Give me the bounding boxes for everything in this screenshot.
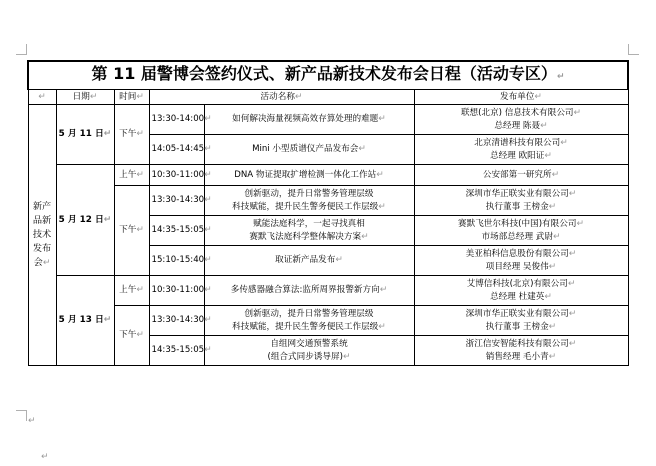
page-corner-mark	[628, 44, 639, 55]
title-row	[28, 61, 628, 90]
org-text: 深圳市华正联实业有限公司	[465, 309, 569, 319]
paragraph-mark: ↵	[573, 108, 582, 118]
paragraph-mark: ↵	[568, 339, 577, 349]
time-cell	[149, 246, 212, 276]
activity-line	[207, 218, 412, 231]
date-cell	[56, 276, 114, 366]
org-cell	[414, 135, 628, 165]
period-cell	[114, 276, 149, 306]
schedule-table	[27, 60, 629, 366]
table-row	[28, 276, 628, 306]
activity-text: 科技赋能，提升民生警务便民工作层级	[232, 321, 379, 332]
time-text: 13:30-14:30	[151, 315, 205, 325]
activity-line	[207, 231, 412, 244]
date-cell	[56, 105, 114, 165]
org-text: 北京清谱科技有限公司	[474, 138, 561, 148]
activity-text: 创新驱动，提升日常警务管理层级	[244, 309, 374, 319]
org-line	[417, 201, 626, 214]
date-text: 5 月 11 日	[58, 129, 104, 139]
paragraph-mark: ↵	[103, 214, 112, 225]
org-text: 联想(北京) 信息技术有限公司	[460, 108, 574, 118]
activity-cell	[204, 336, 414, 366]
activity-cell	[204, 216, 414, 246]
time-cell	[149, 306, 212, 336]
header-cell-org: 发布单位↵	[414, 90, 628, 105]
paragraph-mark: ↵	[28, 416, 36, 426]
paragraph-mark: ↵	[548, 201, 557, 212]
paragraph-mark: ↵	[378, 114, 386, 125]
paragraph-mark: ↵	[378, 201, 386, 212]
table-row	[28, 105, 628, 135]
time-text: 10:30-11:00	[151, 285, 205, 295]
period-cell	[114, 165, 149, 186]
activity-line	[207, 321, 412, 334]
org-line	[417, 218, 626, 231]
paragraph-mark: ↵	[204, 315, 212, 325]
paragraph-mark: ↵	[204, 255, 212, 265]
activity-text: DNA 物证提取扩增检测一体化工作站	[234, 169, 377, 180]
paragraph-mark: ↵	[361, 231, 369, 242]
paragraph-mark: ↵	[335, 255, 343, 266]
activity-text: 科技赋能，提升民生警务便民工作层级	[232, 201, 379, 212]
org-text: 艾博信科技(北京)有限公司	[466, 279, 568, 289]
paragraph-mark: ↵	[548, 261, 557, 272]
period-cell	[114, 186, 149, 276]
activity-line	[207, 143, 412, 156]
time-cell	[149, 336, 212, 366]
time-text: 15:10-15:40	[151, 255, 205, 265]
activity-line	[207, 113, 412, 126]
paragraph-mark: ↵	[552, 231, 561, 242]
activity-line	[207, 338, 412, 351]
time-cell	[149, 216, 212, 246]
paragraph-mark: ↵	[548, 351, 557, 362]
paragraph-mark: ↵	[556, 72, 565, 82]
activity-text: 创新驱动，提升日常警务管理层级	[244, 189, 374, 199]
paragraph-mark: ↵	[204, 285, 212, 295]
org-text: 深圳市华正联实业有限公司	[465, 189, 569, 199]
header-row	[28, 90, 628, 105]
org-line	[417, 150, 626, 163]
paragraph-mark: ↵	[568, 189, 577, 199]
activity-text: 自组网交通预警系统	[270, 339, 348, 349]
org-text: 总经理 欧阳证	[490, 150, 545, 161]
paragraph-mark: ↵	[38, 91, 46, 102]
paragraph-mark: ↵	[378, 321, 386, 332]
activity-cell	[204, 135, 414, 165]
org-line	[417, 261, 626, 274]
activity-cell	[204, 105, 414, 135]
paragraph-mark: ↵	[42, 258, 51, 268]
org-line	[417, 248, 626, 261]
period-text: 下午	[119, 225, 137, 235]
org-text: 总经理 杜建英	[490, 291, 545, 302]
date-text: 5 月 12 日	[58, 214, 104, 225]
activity-cell	[204, 246, 414, 276]
paragraph-mark: ↵	[379, 285, 388, 296]
activity-cell	[204, 276, 414, 306]
activity-line	[207, 351, 412, 364]
table-title	[28, 61, 628, 90]
paragraph-mark: ↵	[136, 225, 144, 235]
table-row	[28, 165, 628, 186]
org-line	[417, 170, 626, 181]
org-text: 赛默飞世尔科技(中国)有限公司	[458, 219, 577, 229]
paragraph-mark: ↵	[342, 351, 351, 362]
activity-line	[207, 284, 412, 297]
org-text: 美亚柏科信息股份有限公司	[465, 249, 569, 259]
activity-cell	[204, 165, 414, 186]
paragraph-mark: ↵	[567, 279, 576, 289]
activity-text: 取证新产品发布	[275, 255, 336, 266]
org-cell	[414, 165, 628, 186]
org-text: 销售经理 毛小青	[485, 351, 549, 362]
org-line	[417, 351, 626, 364]
time-cell	[149, 186, 212, 216]
activity-line	[207, 254, 412, 267]
time-text: 10:30-11:00	[151, 169, 205, 180]
table-title-text: 第 11 届警博会签约仪式、新产品新技术发布会日程（活动专区）	[91, 64, 557, 83]
activity-text: Mini 小型质谱仪产品发布会	[252, 144, 359, 155]
time-cell	[149, 105, 212, 135]
org-text: 总经理 陈聂	[494, 120, 541, 131]
table-row	[28, 306, 628, 336]
time-cell	[149, 165, 212, 186]
org-line	[417, 137, 626, 150]
org-cell	[414, 186, 628, 216]
org-line	[417, 107, 626, 120]
activity-text: 多传感器融合算法:监所周界报警新方向	[230, 285, 380, 296]
paragraph-mark: ↵	[204, 345, 212, 355]
time-text: 13:30-14:00	[151, 114, 205, 124]
table-row	[28, 186, 628, 216]
paragraph-mark: ↵	[204, 114, 212, 124]
paragraph-mark: ↵	[41, 452, 49, 462]
header-cell-blank	[28, 90, 56, 105]
category-text: 新产品新技术发布会	[32, 201, 52, 268]
org-cell	[414, 306, 628, 336]
org-cell	[414, 336, 628, 366]
org-text: 浙江信安智能科技有限公司	[465, 339, 569, 349]
org-cell	[414, 246, 628, 276]
category-cell	[28, 105, 56, 366]
org-text: 公安部第一研究所	[482, 169, 552, 180]
paragraph-mark: ↵	[136, 129, 144, 139]
paragraph-mark: ↵	[136, 169, 144, 180]
paragraph-mark: ↵	[560, 138, 568, 148]
activity-cell	[204, 306, 414, 336]
time-cell	[149, 135, 212, 165]
activity-cell	[204, 186, 414, 216]
paragraph-mark: ↵	[376, 169, 384, 180]
activity-line	[207, 188, 412, 201]
paragraph-mark: ↵	[576, 219, 584, 229]
paragraph-mark: ↵	[204, 144, 212, 154]
date-text: 5 月 13 日	[58, 315, 104, 325]
org-line	[417, 120, 626, 133]
paragraph-mark: ↵	[358, 144, 366, 155]
paragraph-mark: ↵	[136, 285, 144, 295]
paragraph-mark: ↵	[103, 129, 112, 139]
org-cell	[414, 216, 628, 246]
paragraph-mark: ↵	[204, 195, 212, 205]
page-corner-mark	[16, 410, 27, 421]
paragraph-mark: ↵	[204, 169, 212, 180]
activity-line	[207, 308, 412, 321]
paragraph-mark: ↵	[544, 150, 552, 161]
time-cell	[149, 276, 212, 306]
org-text: 市场部总经理 武尉	[481, 231, 553, 242]
org-line	[417, 188, 626, 201]
header-cell-activity: 活动名称↵	[149, 90, 414, 105]
org-text: 执行董事 王榜金	[485, 201, 549, 212]
org-cell	[414, 276, 628, 306]
period-text: 下午	[119, 330, 137, 340]
activity-line	[207, 201, 412, 214]
activity-text: 如何解决海量视频高效存算处理的难题	[232, 114, 379, 125]
activity-text: 赛默飞法庭科学整体解决方案	[249, 231, 362, 242]
time-text: 14:35-15:05	[151, 345, 205, 355]
org-cell	[414, 105, 628, 135]
paragraph-mark: ↵	[136, 330, 144, 340]
period-text: 上午	[119, 169, 137, 180]
activity-text: (组合式同步诱导屏)	[267, 351, 343, 362]
org-line	[417, 291, 626, 304]
org-line	[417, 231, 626, 244]
activity-line	[207, 170, 412, 181]
paragraph-mark: ↵	[568, 309, 577, 319]
paragraph-mark: ↵	[551, 169, 560, 180]
time-text: 13:30-14:30	[151, 195, 205, 205]
time-text: 14:05-14:45	[151, 144, 205, 154]
paragraph-mark: ↵	[544, 291, 552, 302]
org-text: 项目经理 吴俊伟	[485, 261, 549, 272]
org-line	[417, 308, 626, 321]
period-text: 上午	[119, 285, 137, 295]
date-cell	[56, 165, 114, 276]
org-line	[417, 338, 626, 351]
paragraph-mark: ↵	[204, 225, 212, 235]
period-cell	[114, 105, 149, 165]
period-text: 下午	[119, 129, 137, 139]
header-cell-time: 时间↵	[114, 90, 149, 105]
org-line	[417, 278, 626, 291]
org-line	[417, 321, 626, 334]
period-cell	[114, 306, 149, 366]
paragraph-mark: ↵	[568, 249, 577, 259]
time-text: 14:35-15:05	[151, 225, 205, 235]
paragraph-mark: ↵	[548, 321, 557, 332]
paragraph-mark: ↵	[540, 120, 548, 131]
paragraph-mark: ↵	[103, 315, 112, 325]
activity-text: 赋能法庭科学，一起寻找真相	[253, 219, 365, 229]
header-cell-date: 日期↵	[56, 90, 114, 105]
org-text: 执行董事 王榜金	[485, 321, 549, 332]
page-corner-mark	[16, 44, 27, 55]
